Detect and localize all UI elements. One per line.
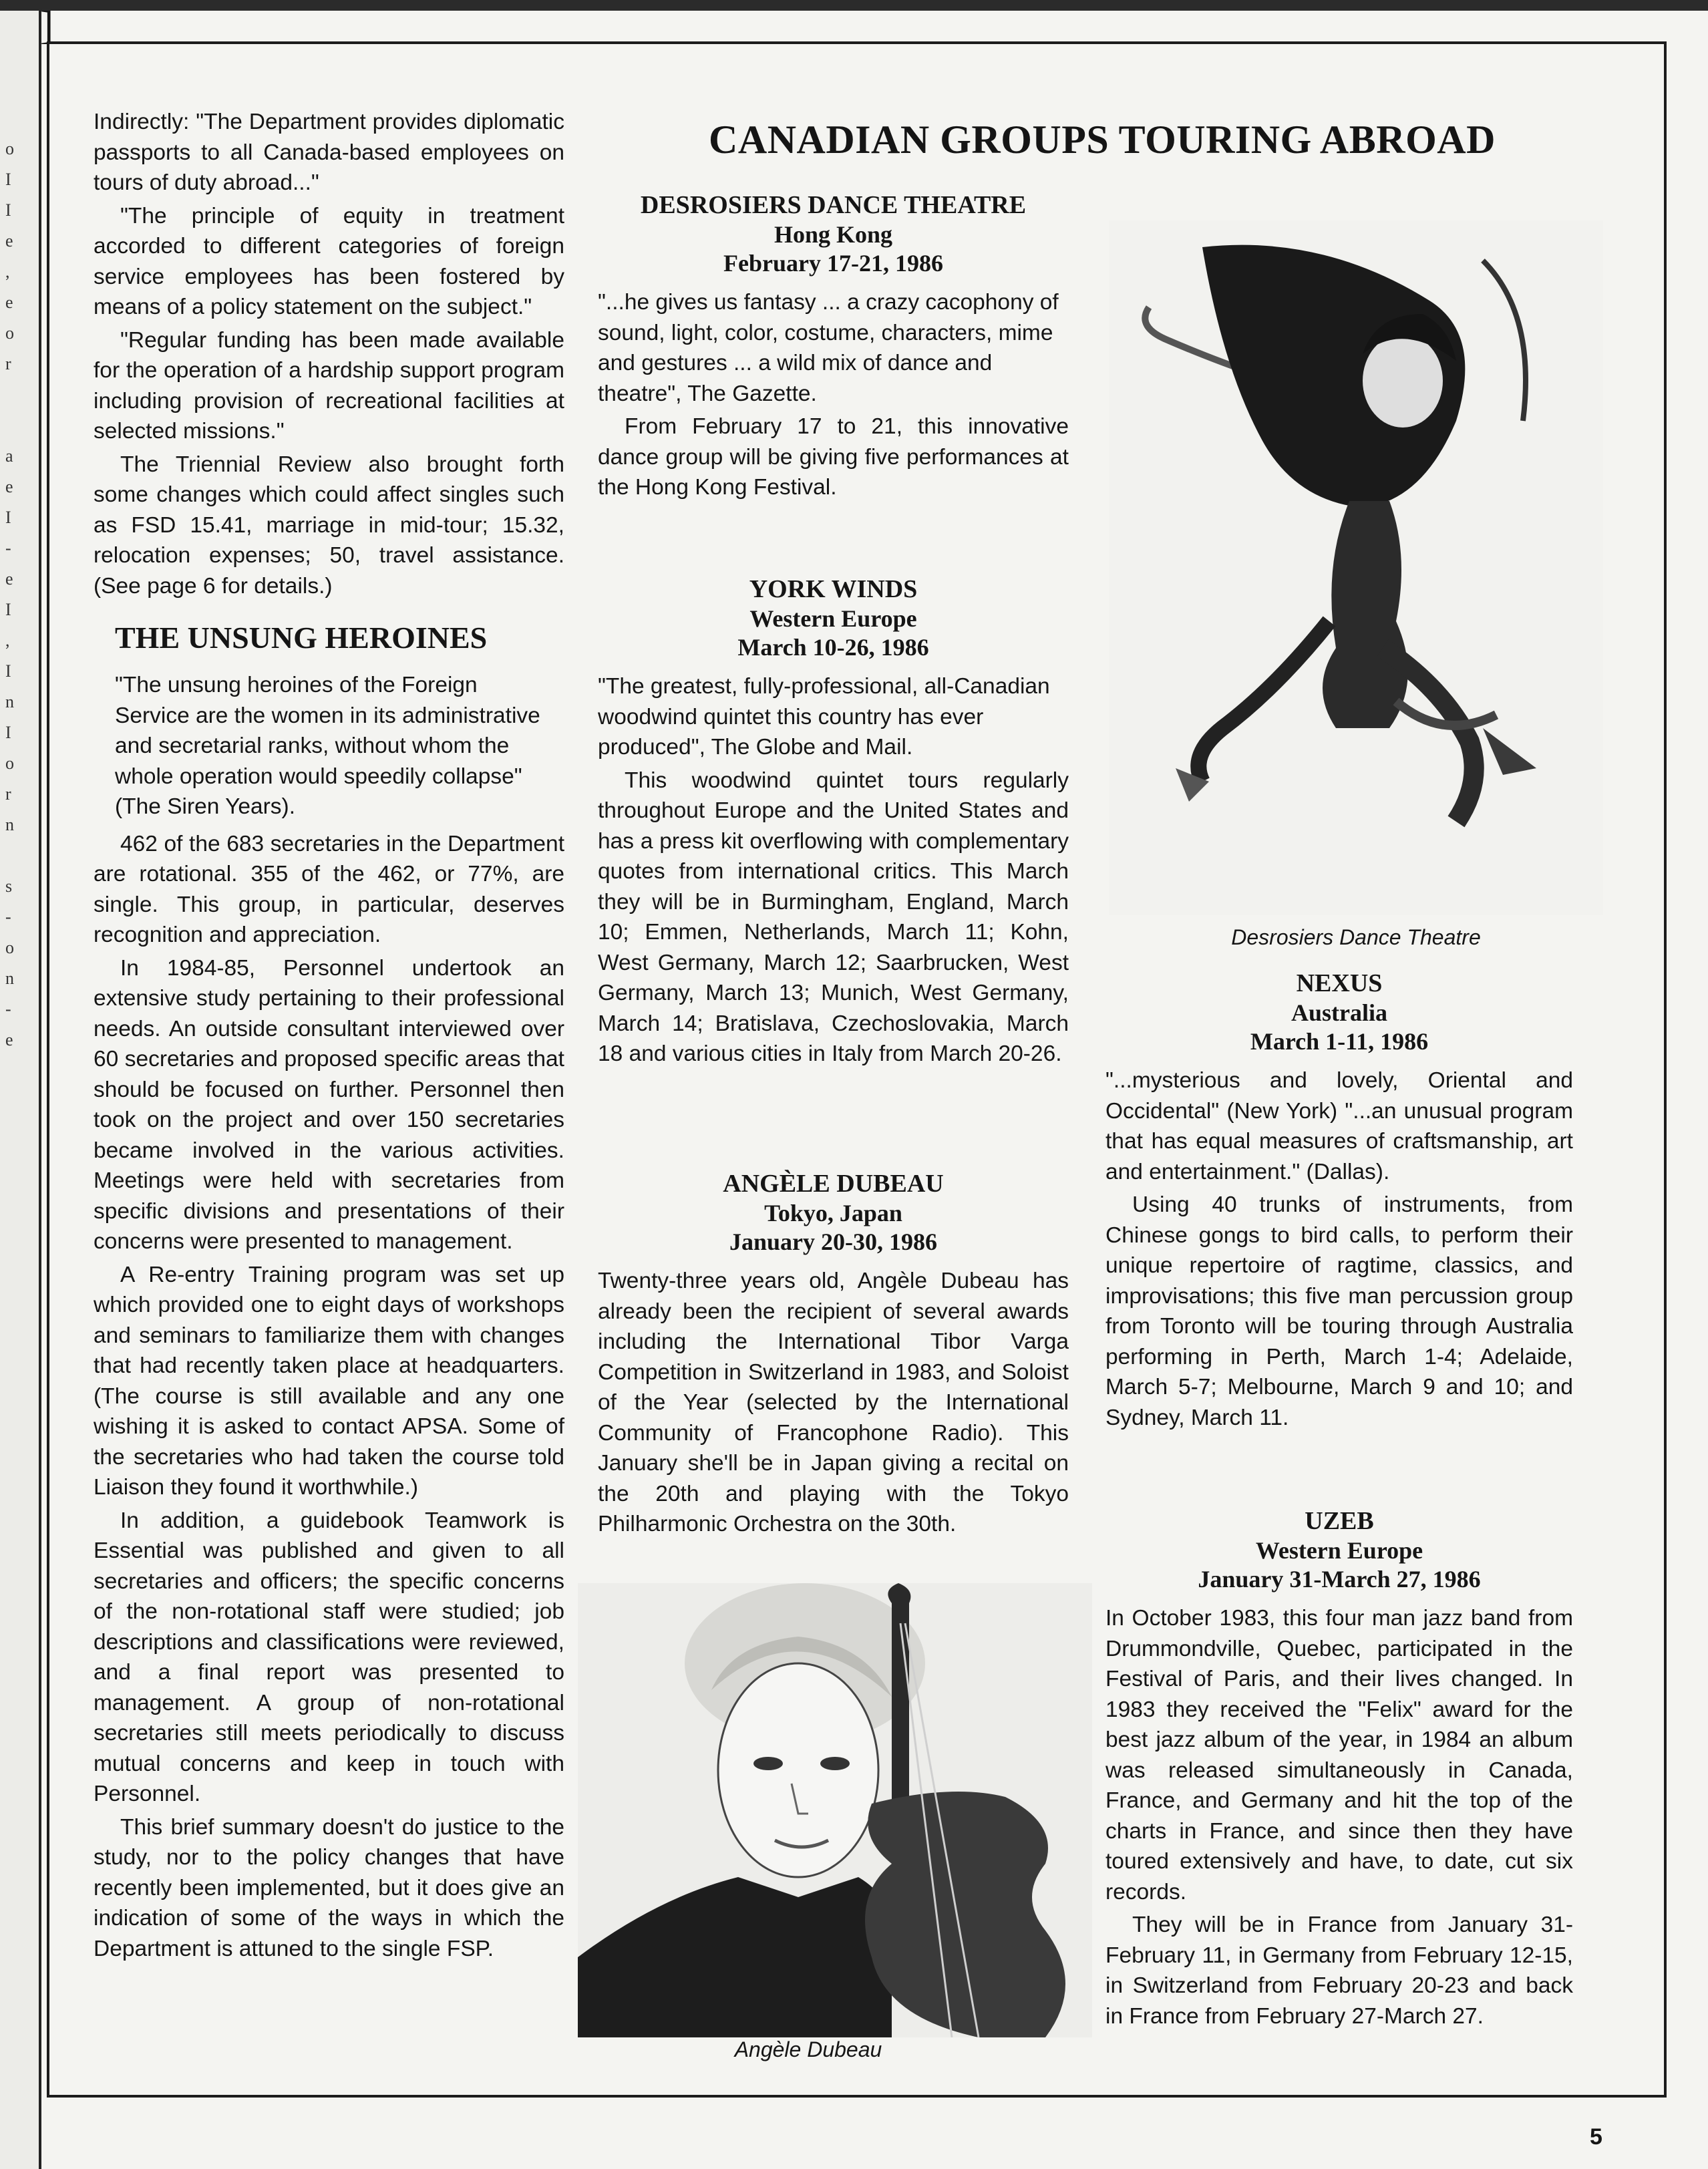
right-column xyxy=(1105,969,1573,2029)
intro-paragraph: The Triennial Review also brought forth some changes which could affect singles such as FSD 15.41, marriage in mid-tour; 15.32, relocation expenses; 50, travel assistance. (See page 6 for details.) xyxy=(94,452,564,599)
body-paragraph: "...he gives us fantasy ... a crazy cacophony of sound, light, color, costume, characters, mime and gestures ... a wild mix of dance and theatre", The Gazette. xyxy=(598,290,1059,406)
body-paragraph: "...mysterious and lovely, Oriental and Occidental" (New York) "...an unusual program that has equal measures of craftsmanship, art and entertainment." (Dallas). xyxy=(1105,1068,1573,1184)
body-paragraph: In October 1983, this four man jazz band from Drummondville, Quebec, participated in the Festival of Paris, and their lives changed. In 1983 they received the "Felix" award for the best jazz album of the year, in 1984 an album was released simultaneously in Canada, France, and Germany and hit the top of the charts in France, and since then they have toured extensively and have, to date, cut six records. xyxy=(1105,1606,1573,1904)
group-text xyxy=(1105,1065,1573,1433)
unsung-heroines-text xyxy=(94,670,564,1964)
dancer-illustration xyxy=(1109,220,1603,915)
group-angele-dubeau xyxy=(598,1169,1069,1542)
group-location: Western Europe xyxy=(749,605,917,632)
body-paragraph: This brief summary doesn't do justice to the study, nor to the policy changes that have recently been implemented, but it does give an indication of some of the ways in which the Department is attuned to the single FSP. xyxy=(94,1814,564,1961)
scan-top-band xyxy=(0,0,1708,11)
group-text xyxy=(1105,1603,1573,2031)
group-dates: January 31-March 27, 1986 xyxy=(1198,1566,1481,1593)
group-name: ANGÈLE DUBEAU xyxy=(723,1170,944,1198)
body-paragraph: A Re-entry Training program was set up which provided one to eight days of workshops and seminars to familiarize them with changes that had recently taken place at headquarters. (The course is still available and any one wishing it is asked to contact APSA. Some of the secretaries who had taken the course told Liaison they found it worthwhile.) xyxy=(94,1262,564,1500)
group-location: Western Europe xyxy=(1255,1537,1423,1564)
body-paragraph: In 1984-85, Personnel undertook an extensive study pertaining to their professional needs. An outside consultant interviewed over 60 secretaries and proposed specific areas that should be focused on further. Personnel then took on the project and over 150 secretaries became involved in the various activities. Meetings were held with secretaries from specific divisions and presentations of their concerns were presented to management. xyxy=(94,955,564,1254)
group-dates: January 20-30, 1986 xyxy=(729,1228,937,1255)
group-text xyxy=(598,287,1069,503)
intro-paragraph: "The principle of equity in treatment accorded to different categories of foreign service employees has been fostered by means of a policy statement on the subject." xyxy=(94,203,564,319)
page-number: 5 xyxy=(1590,2124,1602,2150)
body-paragraph: From February 17 to 21, this innovative dance group will be giving five performances at the Hong Kong Festival. xyxy=(598,414,1069,500)
group-name: NEXUS xyxy=(1296,969,1383,997)
group-york-winds xyxy=(598,574,1069,1072)
quote: "The unsung heroines of the Foreign Service are the women in its administrative and secretarial ranks, without whom the whole operation would speedily collapse" (The Siren Years). xyxy=(115,673,540,819)
body-paragraph: Twenty-three years old, Angèle Dubeau has already been the recipient of several awards including the International Tibor Varga Competition in Switzerland in 1983, and Soloist of the Year (selected by the International Community of Francophone Radio). This January she'll be in Japan giving a recital on the 20th and playing with the Tokyo Philharmonic Orchestra on the 30th. xyxy=(598,1269,1069,1536)
group-desrosiers xyxy=(598,190,1069,503)
group-dates: March 10-26, 1986 xyxy=(737,634,929,661)
group-dates: February 17-21, 1986 xyxy=(723,250,943,277)
violinist-photo xyxy=(578,1583,1092,2037)
violinist-caption: Angèle Dubeau xyxy=(734,2037,882,2061)
group-location: Tokyo, Japan xyxy=(764,1200,902,1226)
body-paragraph: This woodwind quintet tours regularly throughout Europe and the United States and has a press kit overflowing with complementary quotes from international critics. This March they will be in Burmingham, England, March 10; Emmen, Netherlands, March 11; Kohn, West Germany, March 12; Saarbrucken, West Germany, March 13; Munich, West Germany, March 14; Bratislava, Czechoslovakia, March 18 and various cities in Italy from March 20-26. xyxy=(598,768,1069,1066)
left-column xyxy=(94,107,564,1967)
group-text xyxy=(598,1266,1069,1540)
intro-paragraph: "Regular funding has been made available for the operation of a hardship support program including provision of recreational facilities at selected missions." xyxy=(94,327,564,444)
group-text xyxy=(598,671,1069,1069)
body-paragraph: In addition, a guidebook Teamwork is Essential was published and given to all secretaries and officers; the specific concerns of the non-rotational staff were studied; job descriptions and classifications were reviewed, and a final report was presented to management. A group of non-rotational secretaries still meets periodically to discuss mutual concerns and keep in touch with Personnel. xyxy=(94,1508,564,1806)
group-dates: March 1-11, 1986 xyxy=(1250,1028,1429,1055)
intro-text xyxy=(94,107,564,601)
body-paragraph: They will be in France from January 31-February 11, in Germany from February 12-15, in Switzerland from February 20-23 and back in France from February 27-March 27. xyxy=(1105,1912,1573,2029)
body-paragraph: Using 40 trunks of instruments, from Chinese gongs to bird calls, to perform their unique repertoire of ragtime, classics, and improvisations; this five man percussion group from Toronto will be touring through Australia performing in Perth, March 1-4; Adelaide, March 5-7; Melbourne, March 9 and 10; and Sydney, March 11. xyxy=(1105,1192,1573,1430)
body-paragraph: 462 of the 683 secretaries in the Department are rotational. 355 of the 462, or 77%, are single. This group, in particular, deserves recognition and appreciation. xyxy=(94,831,564,947)
dancer-photo xyxy=(1109,220,1603,915)
main-title: CANADIAN GROUPS TOURING ABROAD xyxy=(709,118,1496,162)
intro-paragraph: Indirectly: "The Department provides diplomatic passports to all Canada-based employees on tours of duty abroad..." xyxy=(94,110,564,195)
dancer-caption: Desrosiers Dance Theatre xyxy=(1231,925,1481,949)
group-name: DESROSIERS DANCE THEATRE xyxy=(640,191,1027,219)
middle-column xyxy=(598,190,1069,1536)
group-name: YORK WINDS xyxy=(749,575,918,603)
scan-corner-mark: ] xyxy=(40,3,53,47)
group-uzeb xyxy=(1105,1506,1573,2034)
violinist-illustration xyxy=(578,1583,1092,2037)
body-paragraph: "The greatest, fully-professional, all-Canadian woodwind quintet this country has ever produced", The Globe and Mail. xyxy=(598,674,1050,760)
group-nexus xyxy=(1105,969,1573,1433)
group-location: Australia xyxy=(1291,999,1387,1026)
group-location: Hong Kong xyxy=(774,221,893,248)
group-name: UZEB xyxy=(1305,1507,1374,1535)
section-title: THE UNSUNG HEROINES xyxy=(115,621,488,655)
binding-artifacts: o I I e , e o r a e I - e I , I n I o r n s - o n - e xyxy=(5,139,14,1049)
